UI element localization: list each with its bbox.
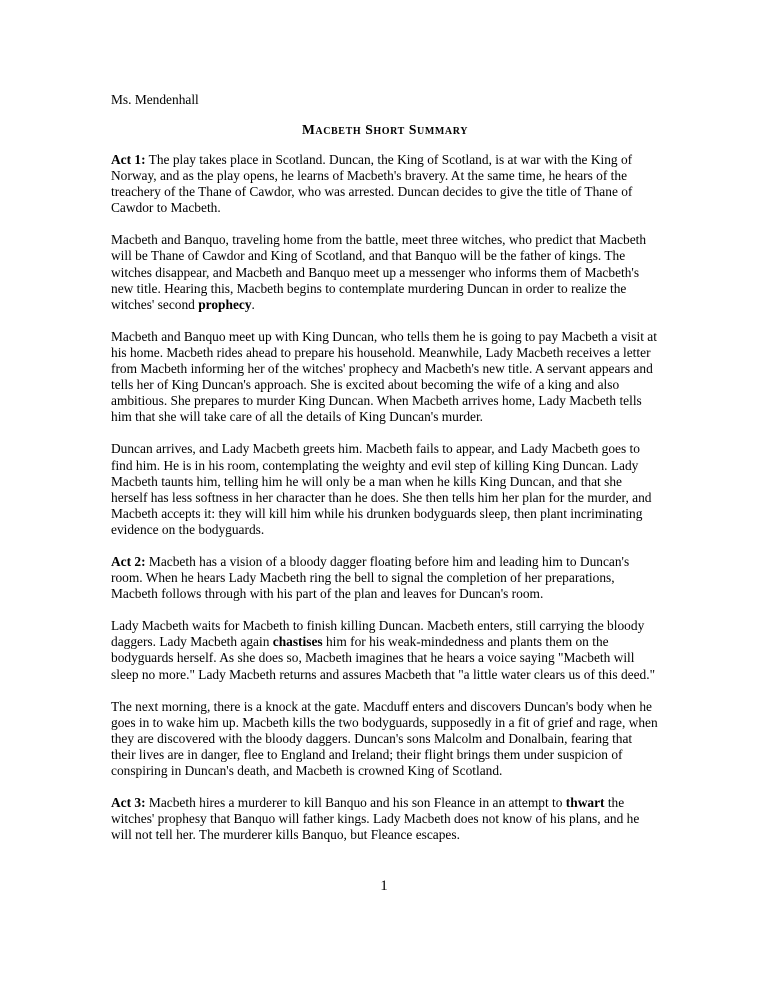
page-number: 1 bbox=[380, 878, 388, 894]
paragraph-text: Lady Macbeth waits for Macbeth to finish killing Duncan. Macbeth enters, still carrying the bloody daggers. Lady Macbeth again bbox=[111, 618, 645, 650]
paragraph-act2-intro bbox=[111, 554, 659, 602]
vocab-term-thwart: thwart bbox=[565, 795, 605, 811]
act-label: Act 2: bbox=[111, 553, 146, 569]
paragraph-text: Macbeth and Banquo meet up with King Duncan, who tells them he is going to pay Macbeth a visit at his home. Macbeth rides ahead to prepare his household. Meanwhile, Lady Macbeth receives a letter from Macbeth informing her of the witches' prophecy and Macbeth's new title. A servant appears and tells her of King Duncan's approach. She is excited about becoming the wife of a king and also ambitious. She prepares to murder King Duncan. When Macbeth arrives home, Lady Macbeth tells him that she will take care of all the details of King Duncan's murder. bbox=[111, 328, 657, 425]
author-line: Ms. Mendenhall bbox=[111, 92, 199, 107]
paragraph-text: Duncan arrives, and Lady Macbeth greets him. Macbeth fails to appear, and Lady Macbeth goes to find him. He is in his room, contemplating the weighty and evil step of killing King Duncan. Lady Macbeth taunts him, telling him he will only be a man when he kills King Duncan, and that she herself has less softness in her character than he does. She then tells him her plan for the murder, and Macbeth accepts it: they will kill him while his drunken bodyguards sleep, then plant incriminating evidence on the bodyguards. bbox=[111, 441, 652, 537]
document-title: Macbeth Short Summary bbox=[301, 122, 469, 137]
paragraph-duncan-arrives bbox=[111, 441, 659, 538]
paragraph-text: Macbeth and Banquo, traveling home from the battle, meet three witches, who predict that Macbeth will be Thane of Cawdor and King of Scotland, and that Banquo will be the father of kings. The witches disappear, and Macbeth and Banquo meet up a messenger who informs them of Macbeth's new title. Hearing this, Macbeth begins to contemplate murdering Duncan in order to realize the witches' second bbox=[111, 232, 647, 312]
paragraph-text: The next morning, there is a knock at the gate. Macduff enters and discovers Duncan's body when he goes in to wake him up. Macbeth kills the two bodyguards, supposedly in a fit of grief and rage, when they are discovered with the bloody daggers. Duncan's sons Malcolm and Donalbain, fearing that their lives are in danger, flee to England and Ireland; their flight brings them under suspicion of conspiring in Duncan's death, and Macbeth is crowned King of Scotland. bbox=[111, 698, 658, 778]
paragraph-text: The play takes place in Scotland. Duncan, the King of Scotland, is at war with the King of Norway, and as the play opens, he learns of Macbeth's bravery. At the same time, he hears of the treachery of the Thane of Cawdor, who was arrested. Duncan decides to give the title of Thane of Cawdor to Macbeth. bbox=[111, 152, 633, 216]
act-label: Act 1: bbox=[111, 152, 146, 167]
document-page bbox=[111, 92, 659, 859]
paragraph-witches bbox=[111, 232, 659, 312]
paragraph-next-morning bbox=[111, 699, 659, 779]
paragraph-lady-macbeth-letter bbox=[111, 329, 659, 426]
paragraph-text: him for his weak-mindedness and plants them on the bodyguards herself. As she does so, Macbeth imagines that he hears a voice saying "Macbeth will sleep no more." Lady Macbeth returns and assures Macbeth that "a little water clears us of this deed." bbox=[111, 634, 656, 682]
paragraph-daggers bbox=[111, 618, 659, 682]
paragraph-act3-intro bbox=[111, 795, 659, 843]
paragraph-text: Macbeth hires a murderer to kill Banquo and his son Fleance in an attempt to bbox=[145, 795, 566, 811]
vocab-term-prophecy: prophecy bbox=[198, 296, 252, 312]
vocab-term-chastises: chastises bbox=[272, 634, 323, 650]
act-label: Act 3: bbox=[111, 795, 146, 811]
paragraph-text: Macbeth has a vision of a bloody dagger floating before him and leading him to Duncan's room. When he hears Lady Macbeth ring the bell to signal the completion of her preparations, Macbeth follows through with his part of the plan and leaves for Duncan's room. bbox=[111, 553, 630, 602]
paragraph-text: . bbox=[251, 296, 255, 312]
paragraph-text: the witches' prophesy that Banquo will father kings. Lady Macbeth does not know of his plans, and he will not tell her. The murderer kills Banquo, but Fleance escapes. bbox=[111, 795, 640, 843]
paragraph-act1-intro bbox=[111, 152, 659, 216]
